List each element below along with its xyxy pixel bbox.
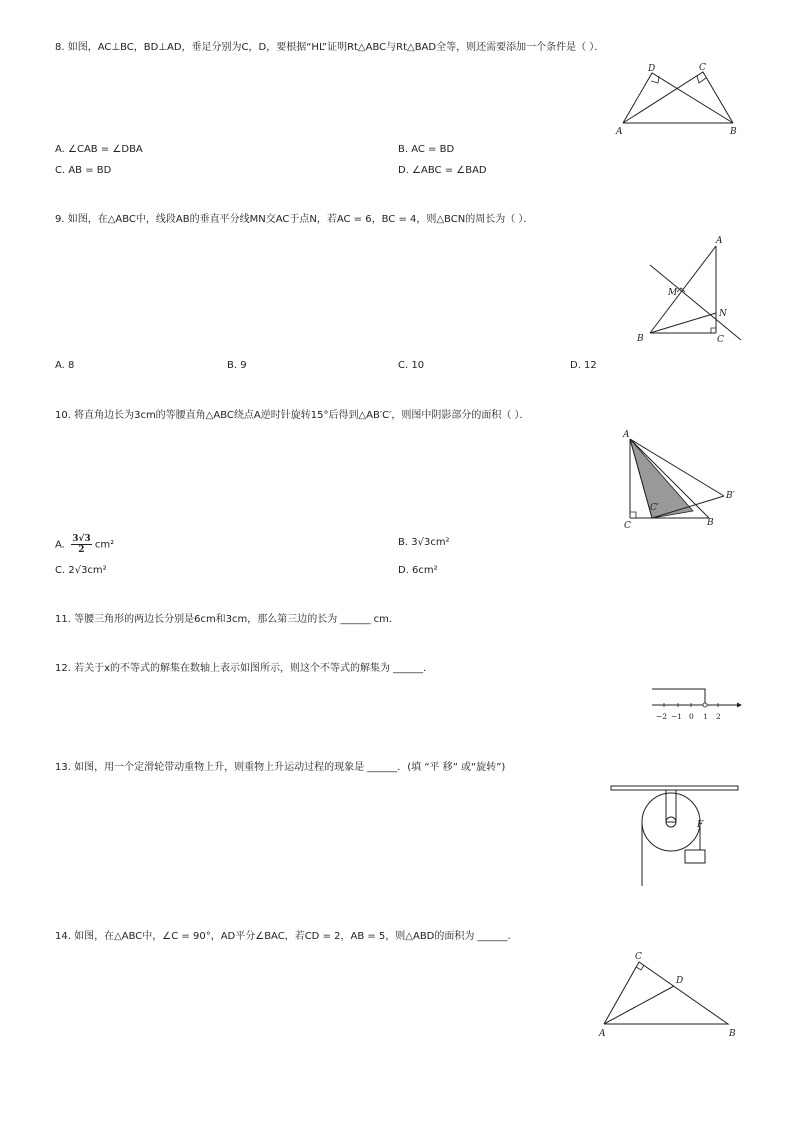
q10-label-c: C [624, 521, 631, 531]
q10-option-a-numerator: 3√3 [72, 534, 91, 544]
q8-figure [608, 60, 748, 140]
q12-tick-1: 1 [703, 712, 708, 721]
q14-label-b: B [729, 1029, 736, 1039]
q14-label-c: C [635, 952, 642, 962]
q9-option-a[interactable]: A. 8 [55, 360, 75, 371]
q10-option-a-prefix: A. [55, 539, 65, 551]
q9-label-a: A [716, 236, 723, 246]
q12-tick-0: 0 [689, 712, 694, 721]
q10-label-b-prime: B′ [726, 491, 735, 501]
q10-option-a-fraction [71, 534, 91, 555]
q13-pulley-figure [605, 780, 745, 890]
q9-option-d[interactable]: D. 12 [570, 360, 597, 371]
q9-label-n: N [719, 309, 727, 319]
q10-option-a-unit: cm² [94, 539, 115, 551]
q10-label-b: B [707, 518, 714, 528]
q14-label-d: D [676, 976, 684, 986]
q9-figure [630, 232, 750, 347]
q14-label-a: A [599, 1029, 606, 1039]
q9-label-c: C [717, 335, 724, 345]
q8-option-c[interactable]: C. AB = BD [55, 165, 112, 176]
q8-option-d[interactable]: D. ∠ABC = ∠BAD [398, 165, 487, 176]
q10-option-a-denominator: 2 [78, 545, 85, 555]
q12-tick-2: 2 [716, 712, 721, 721]
q8-label-d: D [648, 64, 656, 74]
q8-option-a[interactable]: A. ∠CAB = ∠DBA [55, 144, 143, 155]
q8-label-a: A [616, 127, 623, 137]
q10-option-a[interactable] [55, 534, 114, 555]
q10-stem: 10. 将直角边长为3cm的等腰直角△ABC绕点A逆时针旋转15°后得到△AB′C′，则图中阴影部分的面积（ ）． [55, 410, 530, 421]
q14-stem: 14. 如图，在△ABC中，∠C = 90°，AD平分∠BAC，若CD = 2，AB = 5，则△ABD的面积为 ______． [55, 931, 518, 942]
q8-label-c: C [699, 63, 706, 73]
q10-label-c-prime: C′ [650, 503, 659, 513]
q8-option-b[interactable]: B. AC = BD [398, 144, 455, 155]
q9-option-c[interactable]: C. 10 [398, 360, 425, 371]
q13-label-f: F [697, 820, 704, 830]
q9-option-b[interactable]: B. 9 [227, 360, 247, 371]
q14-figure [592, 945, 747, 1045]
q9-label-m: M [668, 288, 678, 298]
q8-label-b: B [730, 127, 737, 137]
q9-label-b: B [637, 334, 644, 344]
q12-number-line [645, 683, 745, 725]
q11-stem: 11. 等腰三角形的两边长分别是6cm和3cm，那么第三边的长为 ______ cm． [55, 614, 399, 625]
q9-stem: 9. 如图，在△ABC中，线段AB的垂直平分线MN交AC于点N，若AC = 6，BC = 4，则△BCN的周长为（ ）． [55, 214, 534, 225]
q10-option-b[interactable]: B. 3√3cm² [398, 537, 450, 548]
q10-option-d[interactable]: D. 6cm² [398, 565, 438, 576]
q12-tick-neg2: −2 [656, 712, 668, 721]
q8-stem: 8. 如图，AC⊥BC，BD⊥AD，垂足分别为C，D，要根据“HL”证明Rt△ABC与Rt△BAD全等，则还需要添加一个条件是（ ）． [55, 42, 605, 53]
q12-stem: 12. 若关于x的不等式的解集在数轴上表示如图所示，则这个不等式的解集为 ______． [55, 663, 434, 674]
q12-tick-neg1: −1 [671, 712, 683, 721]
q13-stem: 13. 如图，用一个定滑轮带动重物上升，则重物上升运动过程的现象是 ______．(填 “平 移” 或“旋转”) [55, 762, 506, 773]
q10-option-c[interactable]: C. 2√3cm² [55, 565, 107, 576]
q10-label-a: A [623, 430, 630, 440]
q10-figure [612, 426, 747, 534]
